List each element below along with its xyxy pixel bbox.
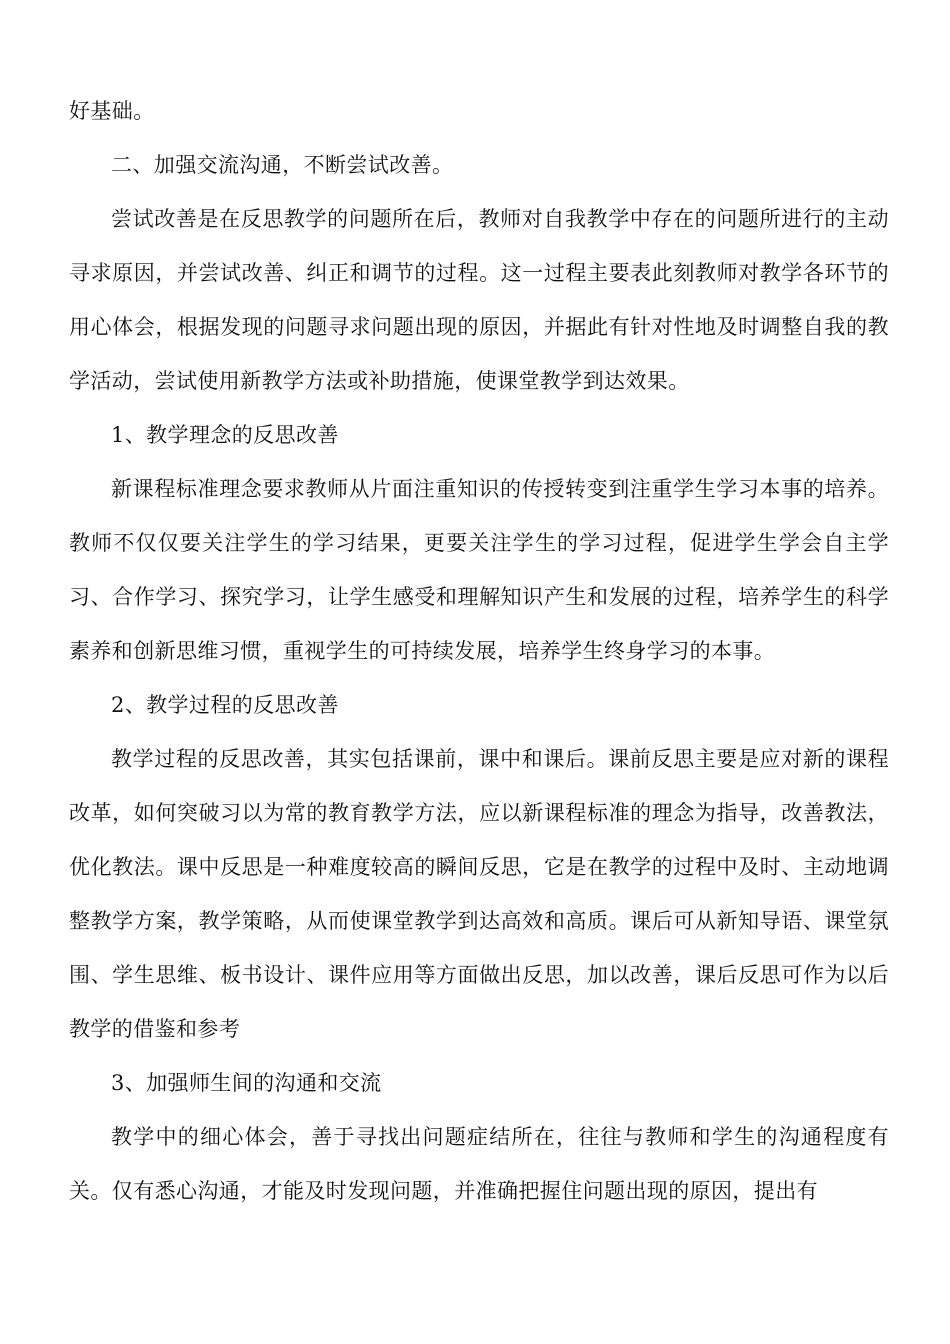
paragraph-teaching-process: 教学过程的反思改善，其实包括课前，课中和课后。课前反思主要是应对新的课程改革，如何突破习以为常的教育教学方法，应以新课程标准的理念为指导，改善教法，优化教法。课中反思是一种难度较高的瞬间反思，它是在教学的过程中及时、主动地调整教学方案，教学策略，从而使课堂教学到达高效和高质。课后可从新知导语、课堂氛围、学生思维、板书设计、课件应用等方面做出反思，加以改善，课后反思可作为以后教学的借鉴和参考 xyxy=(69,747,889,1041)
document-body xyxy=(69,84,889,1218)
section-heading-communication: 二、加强交流沟通，不断尝试改善。 xyxy=(111,153,454,177)
subheading-teaching-concept: 1、教学理念的反思改善 xyxy=(111,423,339,447)
paragraph-careful-experience: 教学中的细心体会，善于寻找出问题症结所在，往往与教师和学生的沟通程度有关。仅有悉心沟通，才能及时发现问题，并准确把握住问题出现的原因，提出有 xyxy=(69,1125,889,1203)
subheading-teacher-student-communication: 3、加强师生间的沟通和交流 xyxy=(111,1071,382,1095)
subheading-teaching-process: 2、教学过程的反思改善 xyxy=(111,693,339,717)
paragraph-new-curriculum: 新课程标准理念要求教师从片面注重知识的传授转变到注重学生学习本事的培养。教师不仅仅要关注学生的学习结果，更要关注学生的学习过程，促进学生学会自主学习、合作学习、探究学习，让学生感受和理解知识产生和发展的过程，培养学生的科学素养和创新思维习惯，重视学生的可持续发展，培养学生终身学习的本事。 xyxy=(69,477,889,663)
paragraph-try-improve: 尝试改善是在反思教学的问题所在后，教师对自我教学中存在的问题所进行的主动寻求原因，并尝试改善、纠正和调节的过程。这一过程主要表此刻教师对教学各环节的用心体会，根据发现的问题寻求问题出现的原因，并据此有针对性地及时调整自我的教学活动，尝试使用新教学方法或补助措施，使课堂教学到达效果。 xyxy=(69,207,889,393)
paragraph-continuation: 好基础。 xyxy=(69,99,155,123)
